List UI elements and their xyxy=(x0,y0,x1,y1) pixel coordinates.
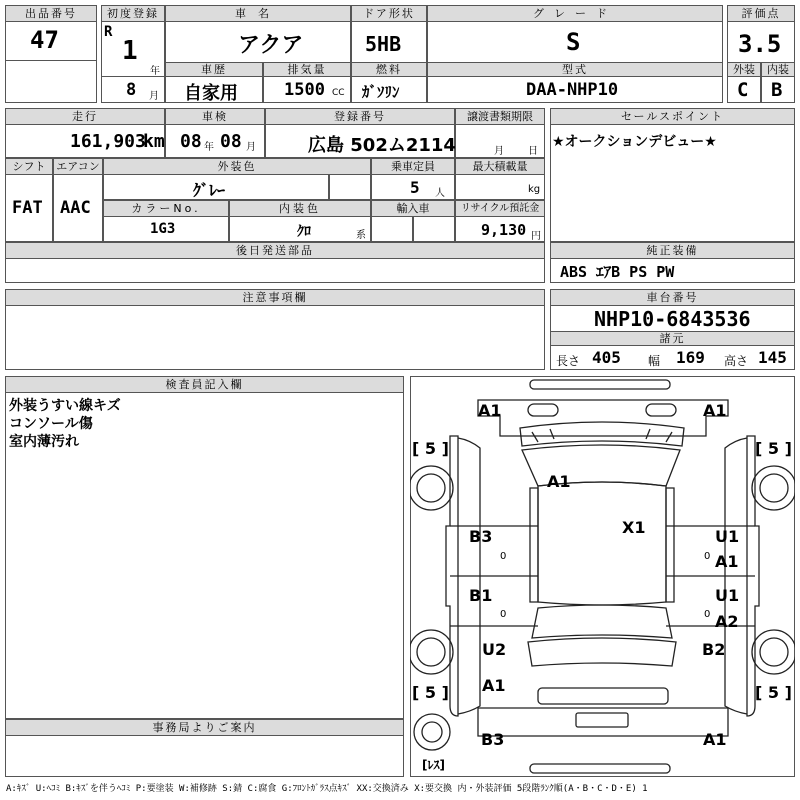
shift-header: シフト xyxy=(5,158,53,175)
color-box-2 xyxy=(329,174,371,200)
door-header: ドア形状 xyxy=(351,5,427,22)
tire-rear-right: [ 5 ] xyxy=(755,683,792,702)
recycle-header: リサイクル預託金 xyxy=(455,200,545,217)
dims-header: 諸元 xyxy=(550,331,795,346)
grade-header: グレード xyxy=(427,5,723,22)
zero-right-1: 0 xyxy=(704,551,711,562)
inspect-month-unit: 月 xyxy=(246,142,256,153)
notes-box xyxy=(5,305,545,370)
seats-header: 乗車定員 xyxy=(371,158,455,175)
mark-front-right: A1 xyxy=(703,401,727,420)
recycle-value: 9,130 xyxy=(481,221,527,239)
shift-value: FAT xyxy=(12,198,43,218)
mark-hood: A1 xyxy=(547,472,571,491)
transfer-month: 月 xyxy=(494,146,504,157)
width-label: 幅 xyxy=(648,354,661,368)
zero-right-2: 0 xyxy=(704,609,711,620)
fuel-header: 燃料 xyxy=(351,62,427,77)
mark-left-quarter: U2 xyxy=(482,640,507,659)
import-header: 輸入車 xyxy=(371,200,455,217)
chassis-value: NHP10-6843536 xyxy=(594,307,751,331)
seats-value: 5 xyxy=(410,178,420,197)
inspector-note-1: 外装うすい線キズ xyxy=(9,398,121,414)
spare-label: [ﾚｽ] xyxy=(422,758,445,772)
lot-lower-box xyxy=(5,60,97,103)
inspector-note-3: 室内薄汚れ xyxy=(9,434,79,450)
reg-month: 8 xyxy=(126,80,137,100)
color-no-value: 1G3 xyxy=(150,221,176,237)
mark-right-rear-door-u: U1 xyxy=(715,586,740,605)
tire-front-right: [ 5 ] xyxy=(755,439,792,458)
reg-era: R xyxy=(104,24,113,40)
equip-value: ABS ｴｱB PS PW xyxy=(560,263,675,281)
sell-header: セールスポイント xyxy=(550,108,795,125)
month-unit: 月 xyxy=(149,91,159,102)
mark-roof: X1 xyxy=(622,518,646,537)
model-header: 型式 xyxy=(427,62,723,77)
mark-right-front-door-a: A1 xyxy=(715,552,739,571)
first-reg-header: 初度登録 xyxy=(101,5,165,22)
mark-left-rear-lower: A1 xyxy=(482,676,506,695)
score-header: 評価点 xyxy=(727,5,795,22)
history-value: 自家用 xyxy=(184,83,238,104)
mark-right-quarter: B2 xyxy=(702,640,726,659)
ext-header: 外装 xyxy=(727,62,761,77)
model-value: DAA-NHP10 xyxy=(526,80,619,100)
inspect-year: 08 xyxy=(180,131,202,152)
disp-header: 排気量 xyxy=(263,62,351,77)
height-label: 高さ xyxy=(724,354,749,368)
chassis-header: 車台番号 xyxy=(550,289,795,306)
color-header: 外装色 xyxy=(103,158,371,175)
fuel-value: ｶﾞｿﾘﾝ xyxy=(362,83,400,101)
mark-left-front-door: B3 xyxy=(469,527,493,546)
color-value: ｸﾞﾚｰ xyxy=(193,181,226,200)
zero-left-1: 0 xyxy=(500,551,507,562)
office-box xyxy=(5,735,404,777)
lot-header: 出品番号 xyxy=(5,5,97,22)
seats-unit: 人 xyxy=(435,188,445,199)
equip-header: 純正装備 xyxy=(550,242,795,259)
mark-right-front-door-u: U1 xyxy=(715,527,740,546)
mark-left-rear-door: B1 xyxy=(469,586,493,605)
plate-header: 登録番号 xyxy=(265,108,455,125)
ext-grade: C xyxy=(737,79,749,101)
door-value: 5HB xyxy=(365,32,402,56)
mileage-unit: km xyxy=(143,131,165,152)
year-unit: 年 xyxy=(150,66,160,77)
import-box xyxy=(371,216,413,242)
parts-box xyxy=(5,258,545,283)
notes-header: 注意事項欄 xyxy=(5,289,545,306)
mileage-header: 走行 xyxy=(5,108,165,125)
int-color-header: 内装色 xyxy=(229,200,371,217)
lot-number: 47 xyxy=(30,26,59,54)
inspect-year-unit: 年 xyxy=(204,142,214,153)
tire-front-left: [ 5 ] xyxy=(412,439,449,458)
mark-rear-right: A1 xyxy=(703,730,727,749)
load-unit: kg xyxy=(528,184,541,195)
car-name: アクア xyxy=(238,33,304,58)
inspect-month: 08 xyxy=(220,131,242,152)
inspect-header: 車検 xyxy=(165,108,265,125)
ac-value: AAC xyxy=(60,198,91,218)
int-color-unit: 系 xyxy=(356,230,366,241)
plate-value: 広島 502ム2114 xyxy=(308,135,456,156)
load-header: 最大積載量 xyxy=(455,158,545,175)
inspector-header: 検査員記入欄 xyxy=(5,376,404,393)
mark-right-rear-door-a: A2 xyxy=(715,612,739,631)
inspector-note-2: コンソール傷 xyxy=(9,416,93,432)
int-grade: B xyxy=(771,79,783,101)
car-diagram xyxy=(410,376,795,777)
height-value: 145 xyxy=(758,348,787,367)
office-header: 事務局よりご案内 xyxy=(5,719,404,736)
ac-header: エアコン xyxy=(53,158,103,175)
disp-unit: CC xyxy=(332,88,345,98)
length-value: 405 xyxy=(592,348,621,367)
zero-left-2: 0 xyxy=(500,609,507,620)
color-no-header: カラーNo. xyxy=(103,200,229,217)
int-color-value: ｸﾛ xyxy=(297,224,311,240)
int-header: 内装 xyxy=(761,62,795,77)
transfer-header: 譲渡書類期限 xyxy=(455,108,545,125)
tire-rear-left: [ 5 ] xyxy=(412,683,449,702)
reg-year: 1 xyxy=(122,36,138,66)
transfer-day: 日 xyxy=(528,146,538,157)
grade-value: S xyxy=(566,28,581,56)
mark-rear-left: B3 xyxy=(481,730,505,749)
name-header: 車名 xyxy=(165,5,351,22)
legend: A:ｷｽﾞ U:ﾍｺﾐ B:ｷｽﾞを伴うﾍｺﾐ P:要塗装 W:補修跡 S:錆 C:腐食 G:ﾌﾛﾝﾄｶﾞﾗｽ点ｷｽﾞ XX:交換済み X:要交換 内・外装評価 5段階ﾗﾝｸ順(A・B・C・D・E) 1 xyxy=(6,784,648,794)
score-value: 3.5 xyxy=(738,30,782,58)
parts-header: 後日発送部品 xyxy=(5,242,545,259)
recycle-unit: 円 xyxy=(531,231,541,242)
mileage-value: 161,903 xyxy=(70,131,146,152)
disp-value: 1500 xyxy=(284,80,325,100)
width-value: 169 xyxy=(676,348,705,367)
length-label: 長さ xyxy=(556,354,581,368)
history-header: 車歴 xyxy=(165,62,263,77)
mark-front-left: A1 xyxy=(478,401,502,420)
import-box-2 xyxy=(413,216,455,242)
sell-point: ★オークションデビュー★ xyxy=(552,134,717,150)
